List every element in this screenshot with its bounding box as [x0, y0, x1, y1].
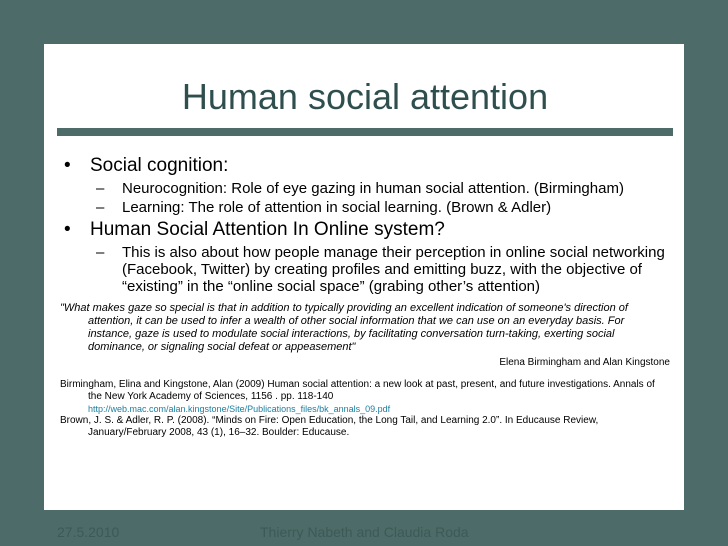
dash-marker: –: [96, 199, 105, 216]
footer-date: 27.5.2010: [57, 524, 120, 540]
quote-author: Elena Birmingham and Alan Kingstone: [499, 357, 670, 368]
bullet-text: Human Social Attention In Online system?: [90, 219, 445, 240]
sub-bullet-text: This is also about how people manage their perception in online social networking (Facebook, Twitter) by creating profiles and emitting buzz, with the objective of “existing” in the “online social space” (grabing other’s attention): [122, 244, 665, 295]
dash-marker: –: [96, 244, 105, 261]
slide-content: [60, 152, 670, 439]
reference-text: Brown, J. S. & Adler, R. P. (2008). “Minds on Fire: Open Education, the Long Tail, and Learning 2.0”. In Educause Review, January/February 2008, 43 (1), 16–32. Boulder: Educause.: [60, 415, 599, 438]
bullet-marker: •: [64, 219, 71, 240]
sub-bullet-text: Neurocognition: Role of eye gazing in human social attention. (Birmingham): [122, 180, 624, 197]
title-box: [57, 48, 673, 136]
sub-bullet-neurocognition: [60, 180, 670, 197]
reference-birmingham: [60, 379, 670, 415]
gaze-quote: "What makes gaze so special is that in addition to typically providing an excellent indication of someone's direction of attention, it can be used to infer a wealth of other social information that we can use on an everyday basis. For instance, gaze is used to modulate social interactions, by facilitating conversation turn-taking, exerting social dominance, or signaling social defeat or appeasement": [60, 302, 628, 353]
bullet-online-system: [60, 219, 670, 241]
slide-title: Human social attention: [181, 76, 549, 117]
slide-footer: [0, 518, 728, 546]
dash-marker: –: [96, 180, 105, 197]
bullet-marker: •: [64, 155, 71, 176]
reference-brown: [60, 415, 670, 439]
bullet-social-cognition: [60, 155, 670, 177]
sub-bullet-learning: [60, 199, 670, 216]
sub-bullet-text: Learning: The role of attention in social learning. (Brown & Adler): [122, 199, 552, 216]
reference-link[interactable]: http://web.mac.com/alan.kingstone/Site/Publications_files/bk_annals_09.pdf: [88, 404, 391, 414]
sub-bullet-online-networking: [60, 244, 670, 295]
reference-text: Birmingham, Elina and Kingstone, Alan (2009) Human social attention: a new look at past, present, and future investigations. Annals of the New York Academy of Sciences, 1156 . pp. 118-140: [60, 379, 655, 402]
footer-authors: Thierry Nabeth and Claudia Roda: [260, 524, 469, 540]
bullet-text: Social cognition:: [90, 155, 229, 176]
